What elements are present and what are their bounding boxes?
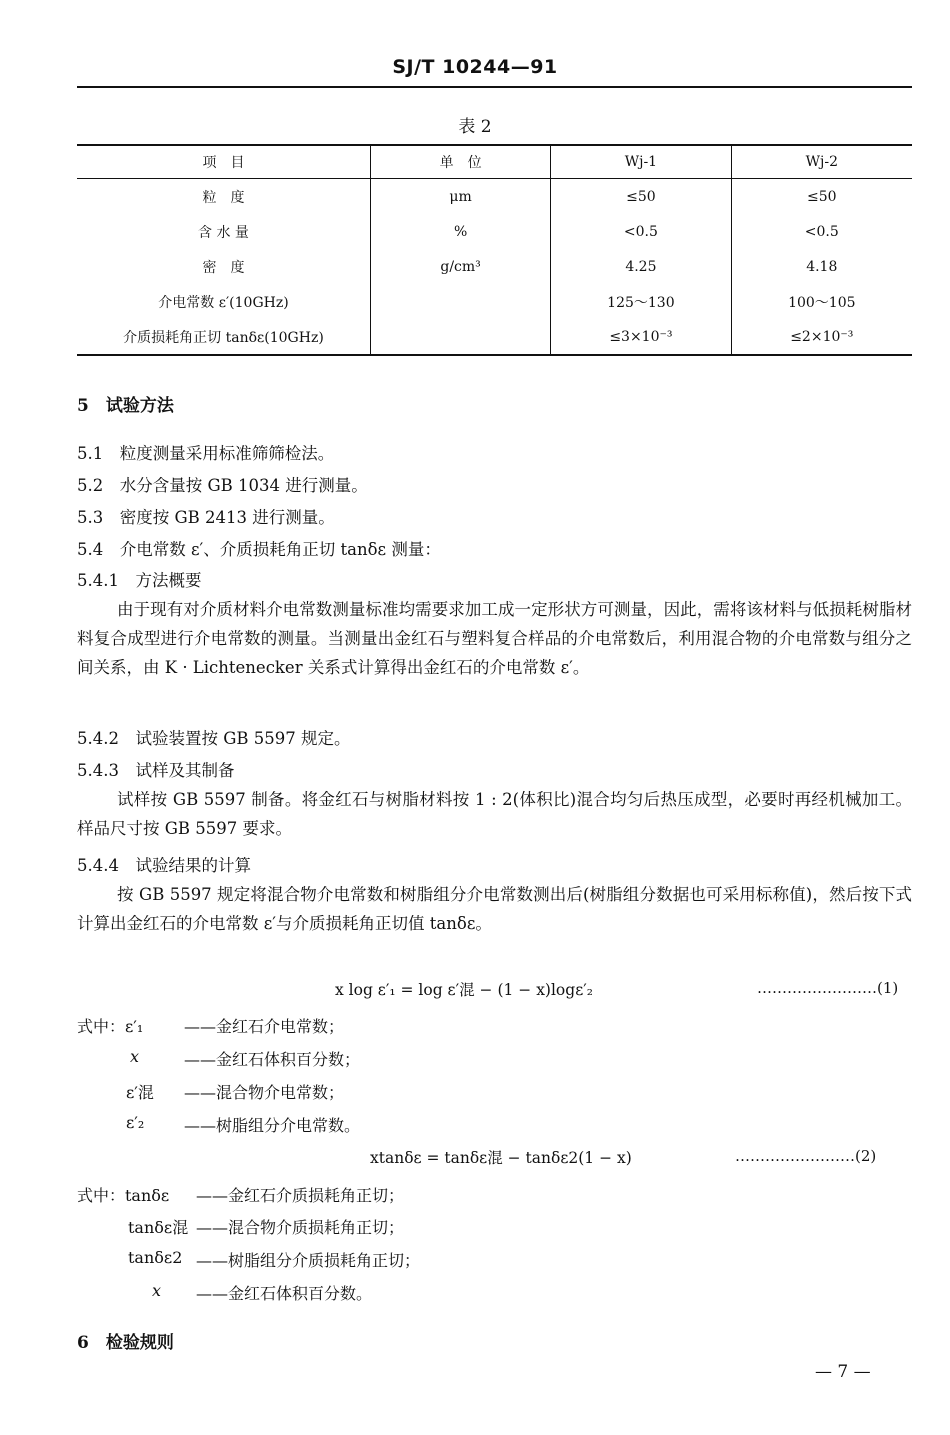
cell-item: 介电常数 ε′(10GHz) xyxy=(158,294,289,311)
cell-wj1: ≤3×10⁻³ xyxy=(551,319,731,355)
document-code: SJ/T 10244—91 xyxy=(392,56,558,78)
cell-unit: μm xyxy=(370,179,550,215)
header-rule xyxy=(77,86,912,88)
cell-wj1: <0.5 xyxy=(551,214,731,249)
eq1-def-sym: 式中：ε′₁ xyxy=(77,1017,144,1036)
col-header-item: 项 目 xyxy=(202,155,245,171)
spec-table xyxy=(77,144,912,356)
clause-5-4-1-title: 5.4.1 方法概要 xyxy=(77,571,202,590)
eq2-def-desc: ——混合物介质损耗角正切； xyxy=(196,1218,405,1237)
eq2-def-sym: 式中：tanδε xyxy=(77,1186,170,1205)
table-caption: 表 2 xyxy=(458,117,492,137)
cell-wj2: ≤2×10⁻³ xyxy=(731,319,912,355)
cell-wj2: ≤50 xyxy=(731,179,912,215)
table-header-row xyxy=(77,145,912,179)
clause-5-4-2: 5.4.2 试验装置按 GB 5597 规定。 xyxy=(77,729,351,748)
cell-wj1: ≤50 xyxy=(551,179,731,215)
clause-5-1: 5.1 粒度测量采用标准筛筛检法。 xyxy=(77,444,335,463)
equation-2-number: ……………………(2) xyxy=(735,1147,877,1165)
cell-wj2: <0.5 xyxy=(731,214,912,249)
equation-1: x log ε′₁ = log ε′混 − (1 − x)logε′₂ xyxy=(335,981,593,999)
cell-item: 粒 度 xyxy=(202,189,245,206)
eq2-def-desc: ——树脂组分介质损耗角正切； xyxy=(196,1251,421,1270)
eq2-def-desc: ——金红石介质损耗角正切； xyxy=(196,1186,405,1205)
table-row xyxy=(77,179,912,215)
col-header-wj1: Wj-1 xyxy=(551,145,731,179)
cell-wj2: 4.18 xyxy=(731,249,912,284)
clause-5-4-3-text: 试样按 GB 5597 制备。将金红石与树脂材料按 1 : 2(体积比)混合均匀后热压成型，必要时再经机械加工。样品尺寸按 GB 5597 要求。 xyxy=(77,790,912,838)
cell-wj1: 4.25 xyxy=(551,249,731,284)
eq2-def-sym: tanδε混 xyxy=(128,1218,189,1237)
clause-5-4: 5.4 介电常数 ε′、介质损耗角正切 tanδε 测量： xyxy=(77,540,441,559)
eq1-def-desc: ——树脂组分介电常数。 xyxy=(184,1116,361,1135)
cell-unit xyxy=(370,319,550,355)
equation-2: xtanδε = tanδε混 − tanδε2(1 − x) xyxy=(370,1149,632,1167)
cell-unit: g/cm³ xyxy=(370,249,550,284)
eq1-def-desc: ——金红石介电常数； xyxy=(184,1017,345,1036)
eq1-def-desc: ——混合物介电常数； xyxy=(184,1083,345,1102)
table-row xyxy=(77,319,912,355)
cell-unit: % xyxy=(370,214,550,249)
section-5-title: 5 试验方法 xyxy=(77,396,174,416)
clause-5-2: 5.2 水分含量按 GB 1034 进行测量。 xyxy=(77,476,368,495)
cell-item: 介质损耗角正切 tanδε(10GHz) xyxy=(123,329,324,346)
clause-5-4-4-text: 按 GB 5597 规定将混合物介电常数和树脂组分介电常数测出后(树脂组分数据也可采用标称值)，然后按下式计算出金红石的介电常数 ε′与介质损耗角正切值 tanδε。 xyxy=(77,885,912,933)
table-row xyxy=(77,249,912,284)
cell-wj1: 125～130 xyxy=(551,284,731,319)
eq2-def-desc: ——金红石体积百分数。 xyxy=(196,1284,373,1303)
col-header-unit: 单 位 xyxy=(370,145,550,179)
equation-1-number: ……………………(1) xyxy=(757,979,899,997)
clause-5-4-3-title: 5.4.3 试样及其制备 xyxy=(77,761,235,780)
eq2-def-sym: tanδε2 xyxy=(128,1248,183,1267)
clause-5-3: 5.3 密度按 GB 2413 进行测量。 xyxy=(77,508,335,527)
clause-5-4-4-title: 5.4.4 试验结果的计算 xyxy=(77,856,251,875)
eq2-def-sym: x xyxy=(152,1281,162,1300)
eq1-def-sym: ε′₂ xyxy=(126,1113,145,1132)
table-row xyxy=(77,284,912,319)
section-6-title: 6 检验规则 xyxy=(77,1333,174,1353)
cell-unit xyxy=(370,284,550,319)
cell-wj2: 100～105 xyxy=(731,284,912,319)
page-number: — 7 — xyxy=(815,1362,871,1382)
eq1-def-sym: ε′混 xyxy=(126,1083,154,1102)
table-row xyxy=(77,214,912,249)
eq1-def-desc: ——金红石体积百分数； xyxy=(184,1050,361,1069)
clause-5-4-1-text: 由于现有对介质材料介电常数测量标准均需要求加工成一定形状方可测量，因此，需将该材料与低损耗树脂材料复合成型进行介电常数的测量。当测量出金红石与塑料复合样品的介电常数后，利用混合物的介电常数与组分之间关系，由 K · Lichtenecker 关系式计算得出金红石的介电常数 ε′。 xyxy=(77,600,912,677)
cell-item: 含 水 量 xyxy=(198,224,249,241)
eq1-def-sym: x xyxy=(130,1047,140,1066)
cell-item: 密 度 xyxy=(202,259,245,276)
col-header-wj2: Wj-2 xyxy=(731,145,912,179)
